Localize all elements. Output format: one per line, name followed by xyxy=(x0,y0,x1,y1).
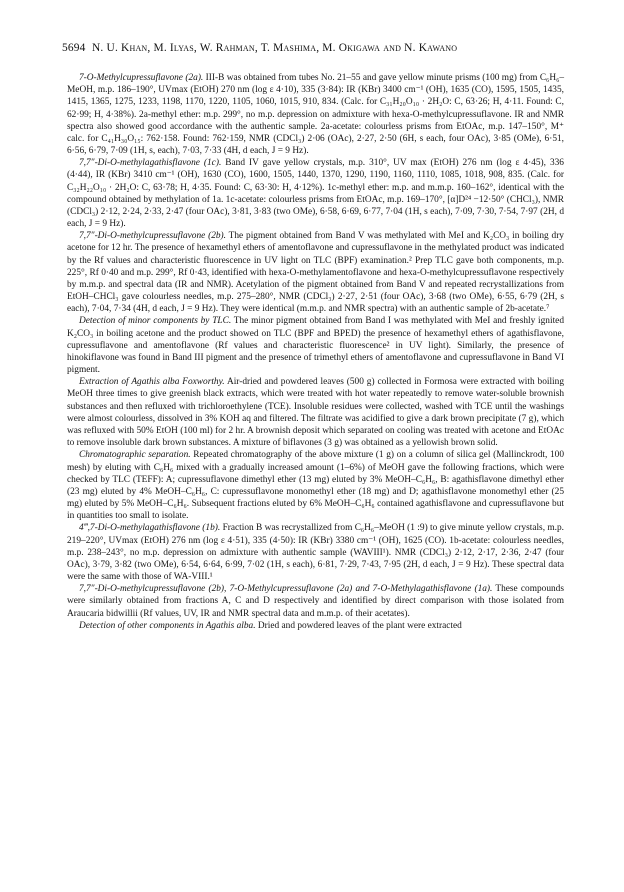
paragraph-text: The minor pigment obtained from Band I was methylated with MeI and freshly ignited K₂CO₃ in boiling acetone and the product showed on TLC (BPF and BPED) the presence of hexamethyl ethers of agathisflavone, cupressuflavone and amentoflavone (Rf values and characteristic fluorescence² in UV light). Similarly, the presence of hinokiflavone was found in Band III pigment and the presence of trimethyl ethers of amentoflavone and cupressuflavone in Band VI pigment. xyxy=(67,316,564,376)
section-heading: Detection of other components in Agathis alba. xyxy=(79,620,256,631)
paragraph-1c xyxy=(67,157,564,230)
paragraph-2b-2a-1a xyxy=(67,583,564,620)
paragraph-1b xyxy=(67,522,564,583)
page-number: 5694 xyxy=(62,42,86,54)
paragraph-text: Dried and powdered leaves of the plant were extracted xyxy=(255,620,462,631)
paragraph-text: The pigment obtained from Band V was methylated with MeI and K₂CO₃ in boiling dry acetone for 12 hr. The presence of hexamethyl ethers of amentoflavone and cupressuflavone in the methylated product was indicated by the Rf values and characteristic fluorescence in UV light on TLC (BPF) examination.² Prep TLC gave both components, m.p. 225°, Rf 0·40 and m.p. 299°, Rf 0·43, identified with hexa-O-methylamentoflavone and hexa-O-methylcupressuflavone respectively by m.m.p. and spectral data (IR and NMR). Acetylation of the pigment obtained from Band V and repeated recrystallizations from EtOH–CHCl₃ gave colourless needles, m.p. 275–280°, NMR (CDCl₃) 2·27, 2·51 (four OAc), 3·68 (two OMe), 6·55, 6·79 (2H, s each), 7·04, 7·34 (4H, d each, J = 9 Hz). They were identical (m.m.p. and NMR spectra) with an authentic sample of 2b-acetate.⁷ xyxy=(67,231,564,315)
paragraph-extraction xyxy=(67,376,564,449)
compound-heading: 7,7″-Di-O-methylcupressuflavone (2b). xyxy=(79,231,227,242)
paragraph-text: Air-dried and powdered leaves (500 g) collected in Formosa were extracted with boiling MeOH three times to give greenish black extracts, which were treated with hot water repeatedly to remove water-soluble brownish substances and then refluxed with trichloroethylene (TCE). Insoluble residues were collected, washed with TCE until the washings were almost colourless, dissolved in 3% KOH aq and filtered. The filtrate was acidified to give a dark brown precipitate (7 g), which was refluxed with 50% EtOH (100 ml) for 2 hr. A brownish deposit which separated on cooling was treated with acetone and EtOAc to remove insoluble dark brown substances. A mixture of biflavones (3 g) was obtained as a yellowish brown solid. xyxy=(67,377,564,449)
compound-heading: 7,7″-Di-O-methylagathisflavone (1c). xyxy=(79,158,222,169)
compound-heading: 7,7″-Di-O-methylcupressuflavone (2b), 7-O-Methylcupressuflavone (2a) and 7-O-Methylagathisflavone (1a). xyxy=(79,584,493,595)
section-heading: Chromatographic separation. xyxy=(79,450,191,461)
paragraph-other-components xyxy=(67,620,564,632)
running-header xyxy=(62,42,562,58)
paragraph-chromatography xyxy=(67,449,564,522)
compound-heading: 4‴,7-Di-O-methylagathisflavone (1b). xyxy=(79,523,221,534)
paragraph-2a xyxy=(67,72,564,157)
compound-heading: 7-O-Methylcupressuflavone (2a). xyxy=(79,73,204,83)
paragraph-text: III-B was obtained from tubes No. 21–55 and gave yellow minute prisms (100 mg) from C₆H₆–MeOH, m.p. 186–190°, UVmax (EtOH) 270 nm (log ε 4·10), 335 (3·84): IR (KBr) 3400 cm⁻¹ (OH), 1635 (CO), 1595, 1505, 1435, 1415, 1365, 1275, 1233, 1198, 1170, 1220, 1105, 1060, 1015, 910, 834. (Calc. for C₃₁H₂₀O₁₀ · 2H₂O: C, 63·26; H, 4·11. Found: C, 62·99; H, 4·38%). 2a-methyl ether: m.p. 299°, no m.p. depression on admixture with hexa-O-methylcupressuflavone. IR and NMR spectra also showed good accordance with the authentic sample. 2a-acetate: colourless prisms from EtOAc, m.p. 147–150°, M⁺ calc. for C₄₁H₃₀O₁₅: 762·158. Found: 762·159, NMR (CDCl₃) 2·06 (OAc), 2·27, 2·50 (6H, s each, four OAc), 3·85 (OMe), 6·51, 6·56, 6·79, 7·09 (1H, s, each), 7·03, 7·33 (4H, d each, J = 9 Hz). xyxy=(67,73,564,157)
body-text xyxy=(67,72,564,632)
paragraph-text: Band IV gave yellow crystals, m.p. 310°, UV max (EtOH) 276 nm (log ε 4·45), 336 (4·44), IR (KBr) 3410 cm⁻¹ (OH), 1630 (CO), 1600, 1505, 1440, 1370, 1290, 1190, 1160, 1110, 1085, 1018, 908, 835. (Calc. for C₃₂H₂₂O₁₀ · 2H₂O: C, 63·78; H, 4·35. Found: C, 63·30: H, 4·12%). 1c-methyl ether: m.p. and m.m.p. 160–162°, identical with the compound obtained by methylation of 1a. 1c-acetate: colourless prisms from EtOAc, m.p. 169–170°, [α]D²⁴ −12·50° (CHCl₃), NMR (CDCl₃) 2·12, 2·24, 2·33, 2·47 (four OAc), 3·81, 3·83 (two OMe), 6·58, 6·69, 6·77, 7·04 (1H, s each), 7·09, 7·30, 7·54, 7·97 (2H, d each, J = 9 Hz). xyxy=(67,158,564,230)
paragraph-tlc xyxy=(67,315,564,376)
section-heading: Extraction of Agathis alba Foxworthy. xyxy=(79,377,225,388)
section-heading: Detection of minor components by TLC. xyxy=(79,316,232,327)
paragraph-text: These compounds were similarly obtained from fractions A, C and D respectively and identified by direct comparison with those isolated from Araucaria bidwillii (Rf values, UV, IR and NMR spectral data and m.m.p. of their acetates). xyxy=(67,584,564,619)
paragraph-2b xyxy=(67,230,564,315)
author-list: N. U. Khan, M. Ilyas, W. Rahman, T. Mashima, M. Okigawa and N. Kawano xyxy=(92,42,458,54)
paragraph-text: Fraction B was recrystallized from C₆H₆–MeOH (1 :9) to give minute yellow crystals, m.p. 219–220°, UVmax (EtOH) 276 nm (log ε 4·51), 335 (4·50): IR (KBr) 3380 cm⁻¹ (OH), 1625 (CO). 1b-acetate: colourless needles, m.p. 238–243°, no m.p. depression on admixture with authentic sample (WAVIII¹). NMR (CDCl₃) 2·12, 2·17, 2·36, 2·47 (four OAc), 3·79, 3·82 (two OMe), 6·54, 6·64, 6·99, 7·02 (1H, s each), 6·81, 7·29, 7·43, 7·95 (2H, d each, J = 9 Hz). These spectral data were the same with those of WA-VIII.¹ xyxy=(67,523,564,583)
paragraph-text: Repeated chromatography of the above mixture (1 g) on a column of silica gel (Mallinckrodt, 100 mesh) by eluting with C₆H₆ mixed with a gradually increased amount (1–6%) of MeOH gave the following fractions, which were checked by TLC (TEFF): A; cupressuflavone dimethyl ether (13 mg) eluted by 3% MeOH–C₆H₆, B: agathisflavone dimethyl ether (23 mg) eluted by 4% MeOH–C₆H₆, C: cupressuflavone monomethyl ether (18 mg) and D; agathisflavone monomethyl ether (25 mg) eluted by 5% MeOH–C₆H₆. Subsequent fractions eluted by 6% MeOH–C₆H₆ contained agathisflavone and cupressuflavone but in quantities too small to isolate. xyxy=(67,450,564,522)
